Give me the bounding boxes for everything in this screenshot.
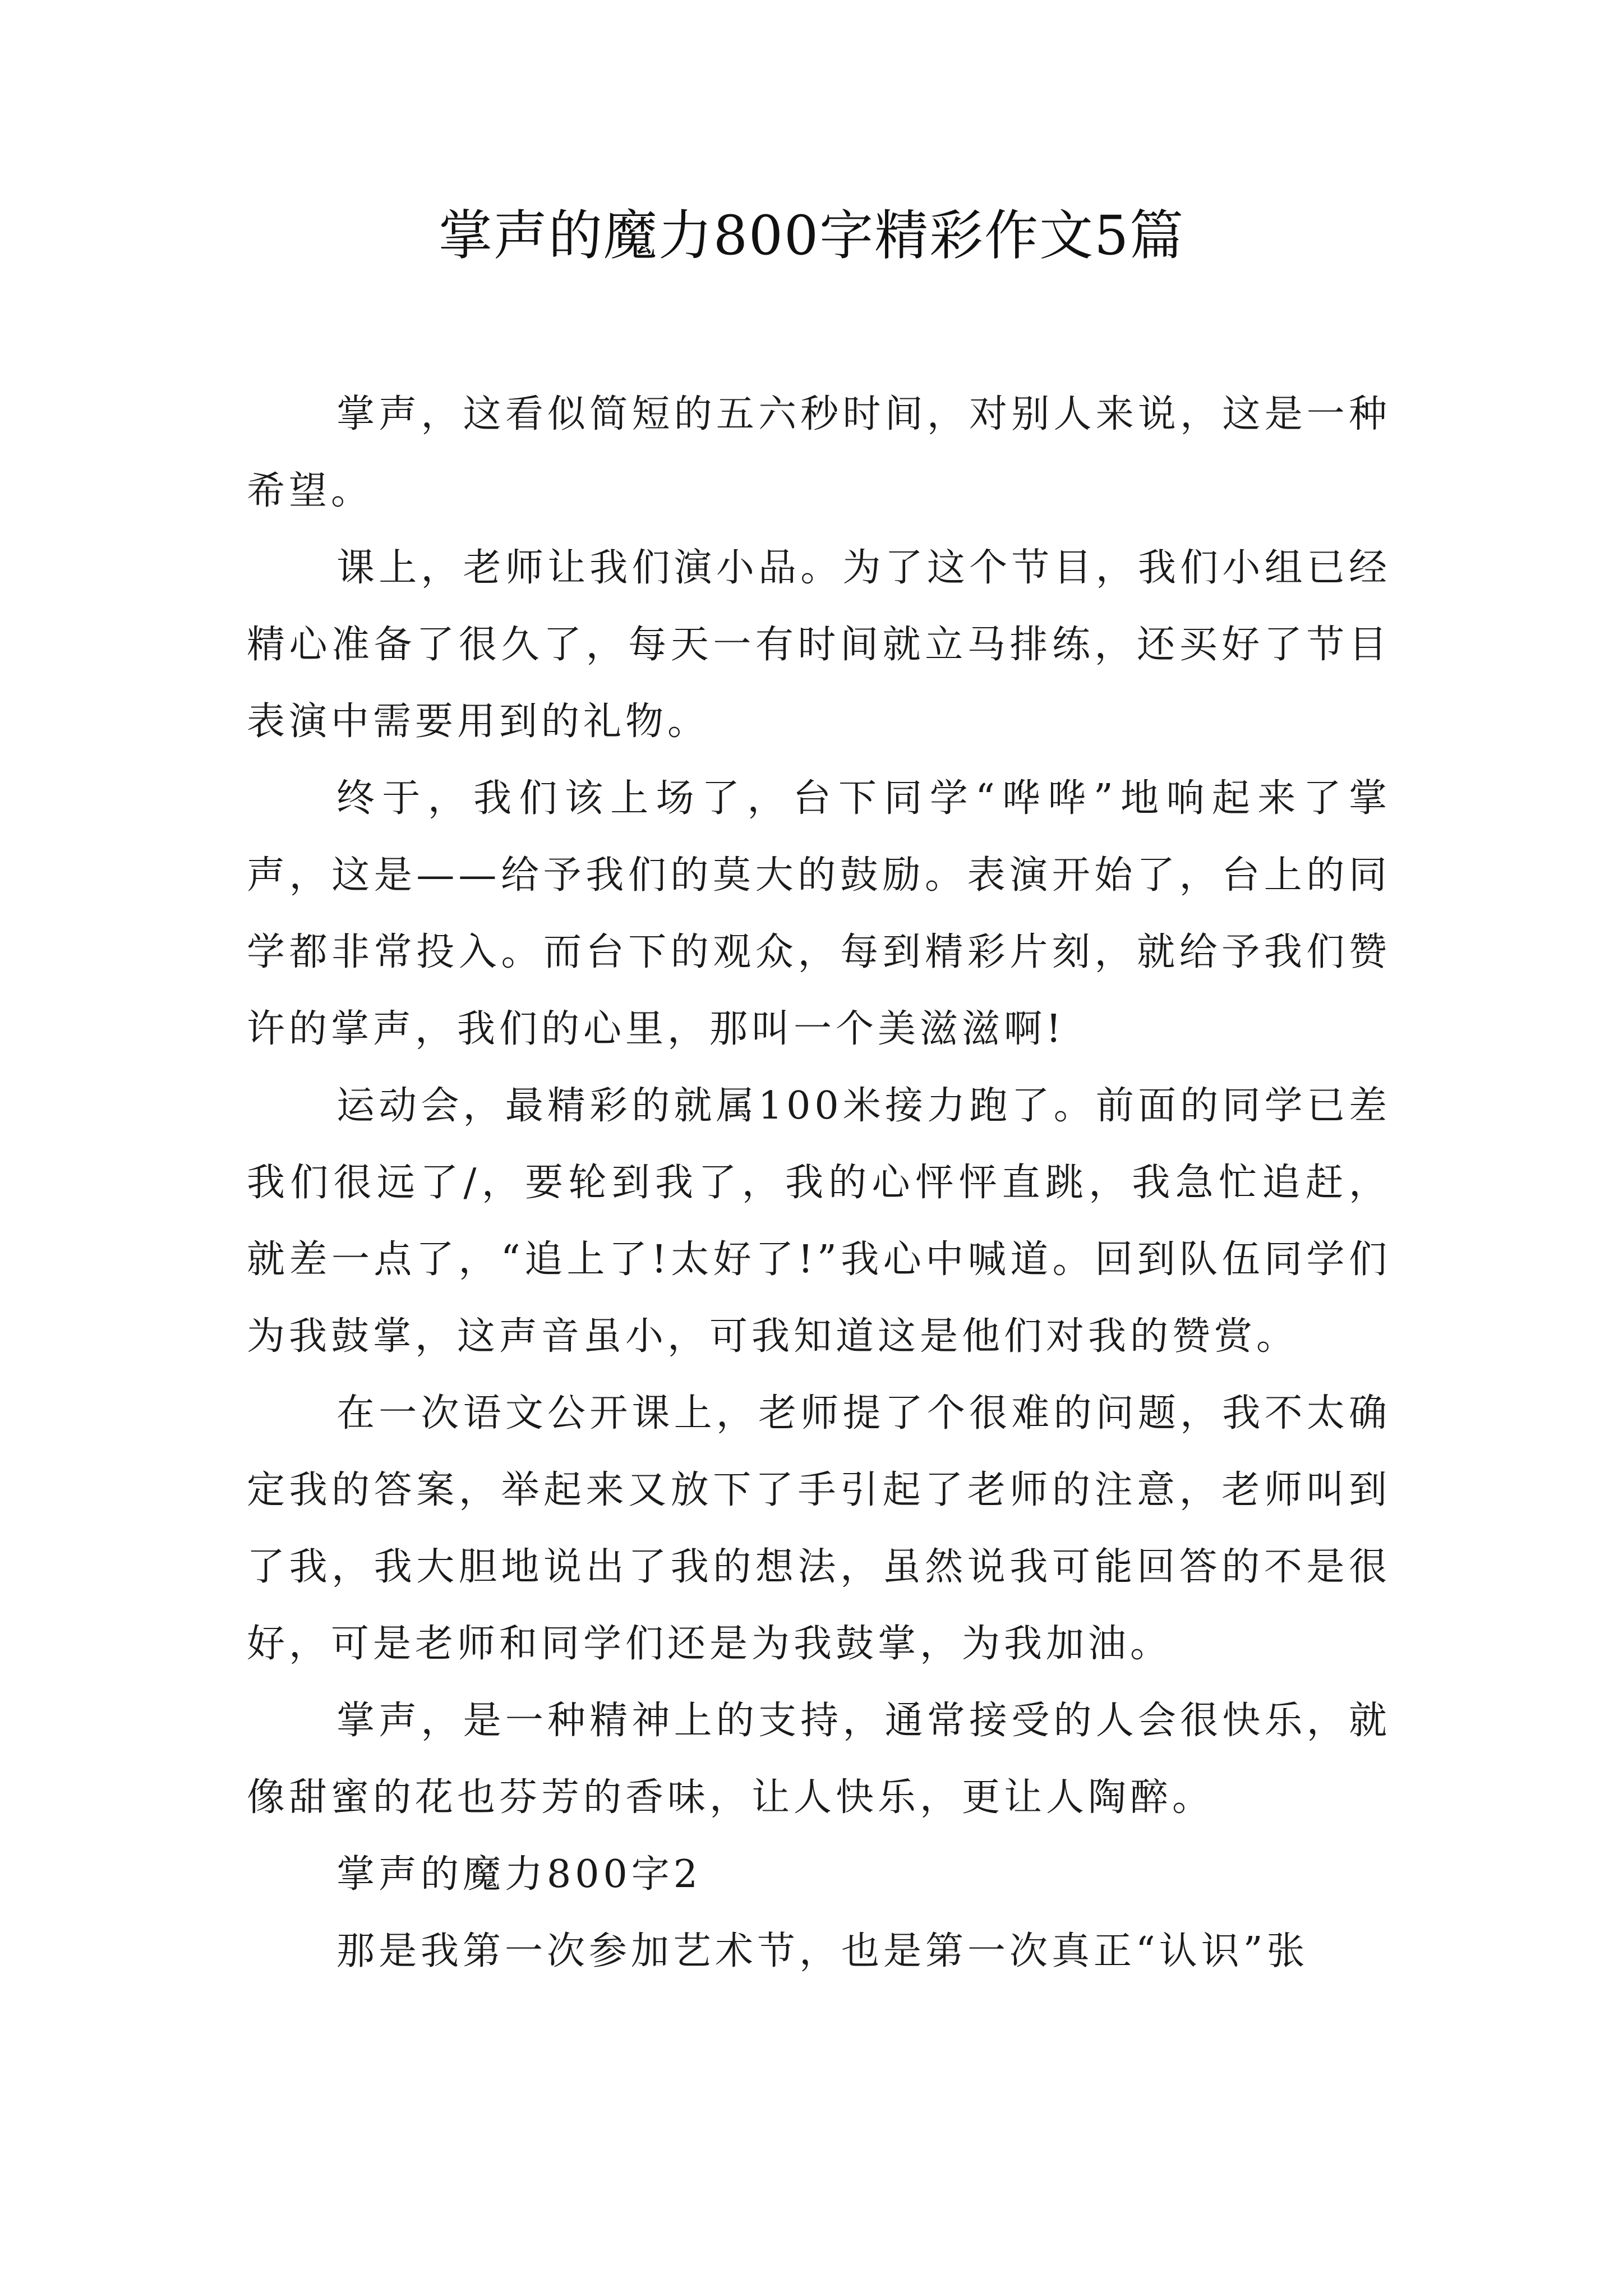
paragraph: 终于，我们该上场了，台下同学“哗哗”地响起来了掌声，这是——给予我们的莫大的鼓励。表演开始了，台上的同学都非常投入。而台下的观众，每到精彩片刻，就给予我们赞许的掌声，我们的心里，那叫一个美滋滋啊! — [247, 776, 1391, 1051]
paragraph: 课上，老师让我们演小品。为了这个节目，我们小组已经精心准备了很久了，每天一有时间就立马排练，还买好了节目表演中需要用到的礼物。 — [247, 546, 1391, 744]
paragraph: 在一次语文公开课上，老师提了个很难的问题，我不太确定我的答案，举起来又放下了手引起了老师的注意，老师叫到了我，我大胆地说出了我的想法，虽然说我可能回答的不是很好，可是老师和同学们还是为我鼓掌，为我加油。 — [247, 1391, 1391, 1666]
paragraph: 那是我第一次参加艺术节，也是第一次真正“认识”张 — [336, 1929, 1309, 1973]
paragraph: 掌声，是一种精神上的支持，通常接受的人会很快乐，就像甜蜜的花也芬芳的香味，让人快乐，更让人陶醉。 — [247, 1699, 1391, 1820]
document-title: 掌声的魔力800字精彩作文5篇 — [438, 204, 1185, 267]
document-body — [247, 376, 1391, 1990]
paragraph: 运动会，最精彩的就属100米接力跑了。前面的同学已差我们很远了/，要轮到我了，我的心怦怦直跳，我急忙追赶，就差一点了，“追上了!太好了!”我心中喊道。回到队伍同学们为我鼓掌，这声音虽小，可我知道这是他们对我的赞赏。 — [247, 1084, 1391, 1359]
paragraph: 掌声，这看似简短的五六秒时间，对别人来说，这是一种希望。 — [247, 392, 1391, 513]
section-heading: 掌声的魔力800字2 — [336, 1852, 702, 1897]
